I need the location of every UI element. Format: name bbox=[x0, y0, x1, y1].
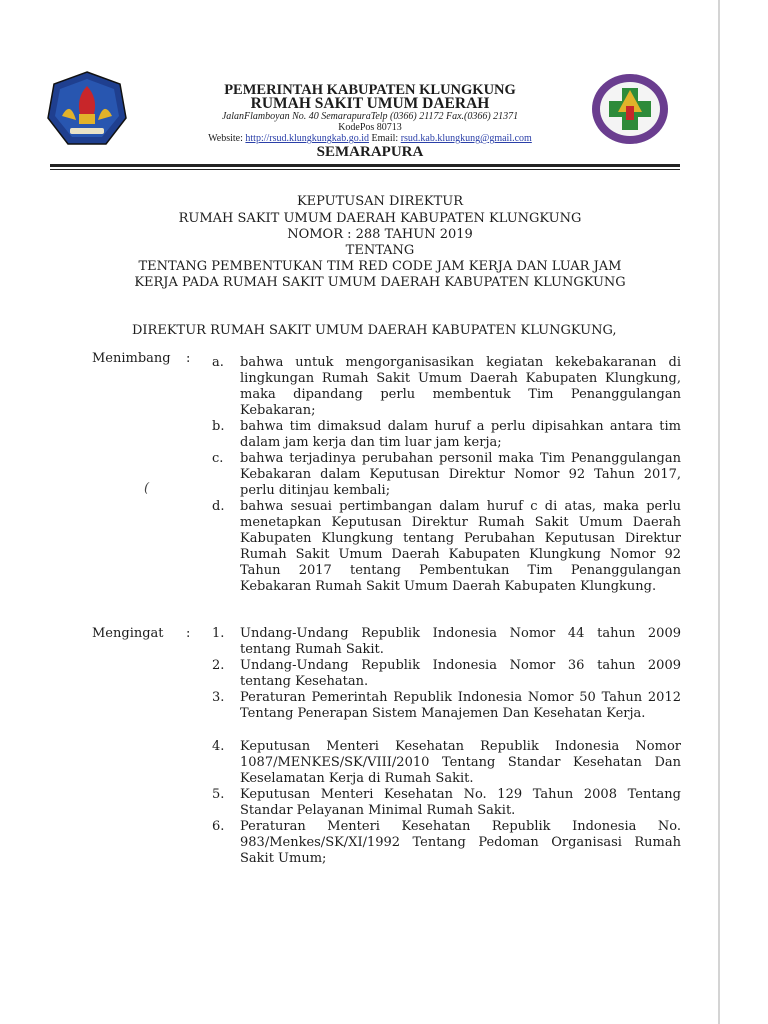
decree-subject-line2: KERJA PADA RUMAH SAKIT UMUM DAERAH KABUPATEN KLUNGKUNG bbox=[134, 275, 626, 290]
mengingat-item-3: Peraturan Pemerintah Republik Indonesia Nomor 50 Tahun 2012 Tentang Penerapan Sistem Manajemen Dan Kesehatan Kerja. bbox=[240, 690, 681, 721]
menimbang-label: Menimbang bbox=[92, 351, 171, 366]
menimbang-item-d: bahwa sesuai pertimbangan dalam huruf c di atas, maka perlu menetapkan Keputusan Direktur Rumah Sakit Umum Daerah Kabupaten Klungkung tentang Perubahan Keputusan Direktur Rumah Sakit Umum Daerah Kabupaten Klungkung Nomor 92 Tahun 2017 tentang Pembentukan Tim Penanggulangan Kebakaran Rumah Sakit Umum Daerah Kabupaten Klungkung. bbox=[240, 499, 681, 594]
decree-institution: RUMAH SAKIT UMUM DAERAH KABUPATEN KLUNGKUNG bbox=[178, 211, 582, 226]
mengingat-mark-4: 4. bbox=[212, 739, 225, 754]
website-link[interactable]: http://rsud.klungkungkab.go.id bbox=[245, 133, 370, 144]
stray-mark: ( bbox=[144, 481, 150, 496]
letterhead-rule-thin bbox=[50, 169, 680, 170]
letterhead-address: JalanFlamboyan No. 40 SemarapuraTelp (0366) 21172 Fax.(0366) 21371 bbox=[221, 111, 519, 122]
rsud-hospital-logo-icon bbox=[590, 72, 670, 146]
page-edge-line bbox=[718, 0, 720, 1024]
mengingat-item-1: Undang-Undang Republik Indonesia Nomor 44 tahun 2009 tentang Rumah Sakit. bbox=[240, 626, 681, 657]
menimbang-item-c: bahwa terjadinya perubahan personil maka Tim Penanggulangan Kebakaran dalam Keputusan Direktur Nomor 92 Tahun 2017, perlu ditinjau kembali; bbox=[240, 451, 681, 498]
mengingat-mark-6: 6. bbox=[212, 819, 225, 834]
director-heading: DIREKTUR RUMAH SAKIT UMUM DAERAH KABUPATEN KLUNGKUNG, bbox=[132, 323, 617, 338]
mengingat-item-4: Keputusan Menteri Kesehatan Republik Indonesia Nomor 1087/MENKES/SK/VIII/2010 Tentang Standar Kesehatan Dan Keselamatan Kerja di Rumah Sakit. bbox=[240, 739, 681, 786]
email-link[interactable]: rsud.kab.klungkung@gmail.com bbox=[400, 133, 532, 144]
decree-title: KEPUTUSAN DIREKTUR bbox=[296, 194, 464, 209]
menimbang-item-b: bahwa tim dimaksud dalam huruf a perlu dipisahkan antara tim dalam jam kerja dan tim luar jam kerja; bbox=[240, 419, 681, 450]
mengingat-mark-5: 5. bbox=[212, 787, 225, 802]
mengingat-item-2: Undang-Undang Republik Indonesia Nomor 36 tahun 2009 tentang Kesehatan. bbox=[240, 658, 681, 689]
letterhead-contact bbox=[150, 133, 590, 144]
mengingat-label: Mengingat bbox=[92, 626, 164, 641]
menimbang-colon: : bbox=[186, 351, 191, 366]
decree-tentang: TENTANG bbox=[345, 243, 415, 258]
menimbang-mark-b: b. bbox=[212, 419, 225, 434]
menimbang-mark-d: d. bbox=[212, 499, 225, 514]
menimbang-item-a: bahwa untuk mengorganisasikan kegiatan kekebakaranan di lingkungan Rumah Sakit Umum Daerah Kabupaten Klungkung, maka dipandang perlu membentuk Tim Penanggulangan Kebakaran; bbox=[240, 355, 681, 418]
menimbang-mark-a: a. bbox=[212, 355, 224, 370]
mengingat-item-6: Peraturan Menteri Kesehatan Republik Indonesia No. 983/Menkes/SK/XI/1992 Tentang Pedoman Organisasi Rumah Sakit Umum; bbox=[240, 819, 681, 866]
decree-subject-line1: TENTANG PEMBENTUKAN TIM RED CODE JAM KERJA DAN LUAR JAM bbox=[138, 259, 622, 274]
email-label: Email: bbox=[371, 133, 399, 144]
letterhead-rule-thick bbox=[50, 164, 680, 167]
mengingat-mark-2: 2. bbox=[212, 658, 225, 673]
klungkung-regency-emblem-icon bbox=[46, 70, 128, 148]
mengingat-mark-3: 3. bbox=[212, 690, 225, 705]
mengingat-item-5: Keputusan Menteri Kesehatan No. 129 Tahun 2008 Tentang Standar Pelayanan Minimal Rumah Sakit. bbox=[240, 787, 681, 818]
letterhead-hospital: RUMAH SAKIT UMUM DAERAH bbox=[250, 95, 490, 112]
decree-number: NOMOR : 288 TAHUN 2019 bbox=[287, 227, 473, 242]
letterhead-postcode: KodePos 80713 bbox=[338, 122, 402, 133]
letterhead-city: SEMARAPURA bbox=[316, 144, 424, 160]
mengingat-mark-1: 1. bbox=[212, 626, 225, 641]
website-label: Website: bbox=[208, 133, 243, 144]
mengingat-colon: : bbox=[186, 626, 191, 641]
letterhead-government: PEMERINTAH KABUPATEN KLUNGKUNG bbox=[224, 82, 516, 98]
menimbang-mark-c: c. bbox=[212, 451, 224, 466]
